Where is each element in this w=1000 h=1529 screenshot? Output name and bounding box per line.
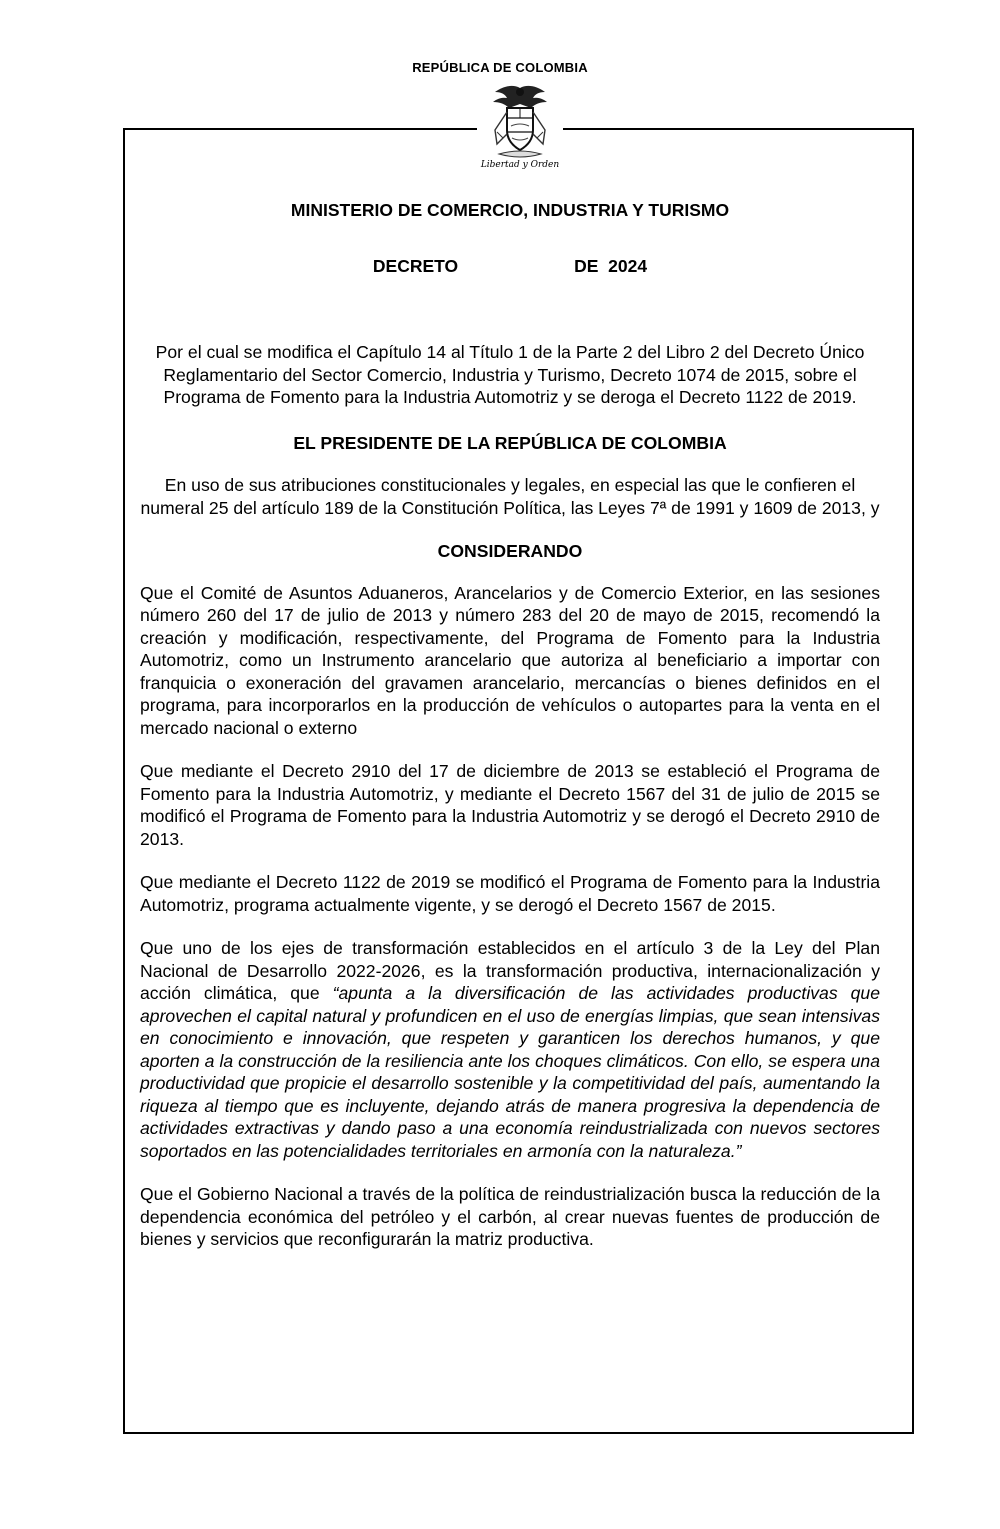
considering-heading: CONSIDERANDO xyxy=(437,541,583,561)
seal-motto: Libertad y Orden xyxy=(480,160,560,170)
powers-statement: En uso de sus atribuciones constitucionales y legales, en especial las que le confieren el numeral 25 del artículo 189 de la Constitución Política, las Leyes 7ª de 1991 y 1609 de 2013, y xyxy=(140,475,880,518)
decree-label: DECRETO xyxy=(372,255,459,276)
considering-paragraph-5: Que el Gobierno Nacional a través de la política de reindustrialización busca la reducción de la dependencia económica del petróleo y el carbón, al crear nuevas fuentes de producción de bienes y servicios que reconfigurarán la matriz productiva. xyxy=(140,1184,880,1249)
country-heading: REPÚBLICA DE COLOMBIA xyxy=(412,60,588,75)
plan-quote: “apunta a la diversificación de las actividades productivas que aprovechen el capital natural y profundicen en el uso de energías limpias, que sean intensivas en conocimiento e innovación, que respeten y garanticen los derechos humanos, y que aporten a la construcción de la resiliencia ante los choques climáticos. Con ello, se espera una productividad que propicie el desarrollo sostenible y la competitividad del país, aumentando la riqueza al tiempo que es incluyente, dejando atrás de manera progresiva la dependencia de actividades extractivas y dando paso a una economía reindustrializada con nuevos sectores soportados en las potencialidades territoriales en armonía con la naturaleza.” xyxy=(140,983,881,1161)
considering-paragraph-3: Que mediante el Decreto 1122 de 2019 se modificó el Programa de Fomento para la Industria Automotriz, programa actualmente vigente, y se derogó el Decreto 1567 de 2015. xyxy=(140,872,880,915)
decree-year: DE 2024 xyxy=(574,255,648,276)
plan-intro: Que uno de los ejes de transformación establecidos en el artículo 3 de la Ley del Plan Nacional de Desarrollo 2022-2026, es la transformación productiva, internacionalización y acción climática, que xyxy=(140,938,880,1003)
considering-paragraph-2: Que mediante el Decreto 2910 del 17 de diciembre de 2013 se estableció el Programa de Fomento para la Industria Automotriz, y mediante el Decreto 1567 del 31 de julio de 2015 se modificó el Programa de Fomento para la Industria Automotriz y se derogó el Decreto 2910 de 2013. xyxy=(140,761,880,849)
decree-epigraph: Por el cual se modifica el Capítulo 14 al Título 1 de la Parte 2 del Libro 2 del Decreto Único Reglamentario del Sector Comercio, Industria y Turismo, Decreto 1074 de 2015, sobre el Programa de Fomento para la Industria Automotriz y se deroga el Decreto 1122 de 2019. xyxy=(155,342,865,407)
considering-paragraph-1: Que el Comité de Asuntos Aduaneros, Arancelarios y de Comercio Exterior, en las sesiones número 260 del 17 de julio de 2013 y número 283 del 20 de mayo de 2015, recomendó la creación y modificación, respectivamente, del Programa de Fomento para la Industria Automotriz, como un Instrumento arancelario que autoriza al beneficiario a importar con franquicia o exoneración del gravamen arancelario, mercancías o bienes definidos en el programa, para incorporarlos en la producción de vehículos o autopartes para la venta en el mercado nacional o externo xyxy=(140,582,880,738)
considering-paragraph-4 xyxy=(140,937,880,1162)
national-seal xyxy=(477,82,563,184)
document-body xyxy=(140,195,880,1251)
coat-of-arms-icon xyxy=(485,82,555,162)
decree-heading xyxy=(140,255,880,278)
president-heading: EL PRESIDENTE DE LA REPÚBLICA DE COLOMBIA xyxy=(293,432,727,453)
ministry-title: MINISTERIO DE COMERCIO, INDUSTRIA Y TURISMO xyxy=(290,200,730,220)
